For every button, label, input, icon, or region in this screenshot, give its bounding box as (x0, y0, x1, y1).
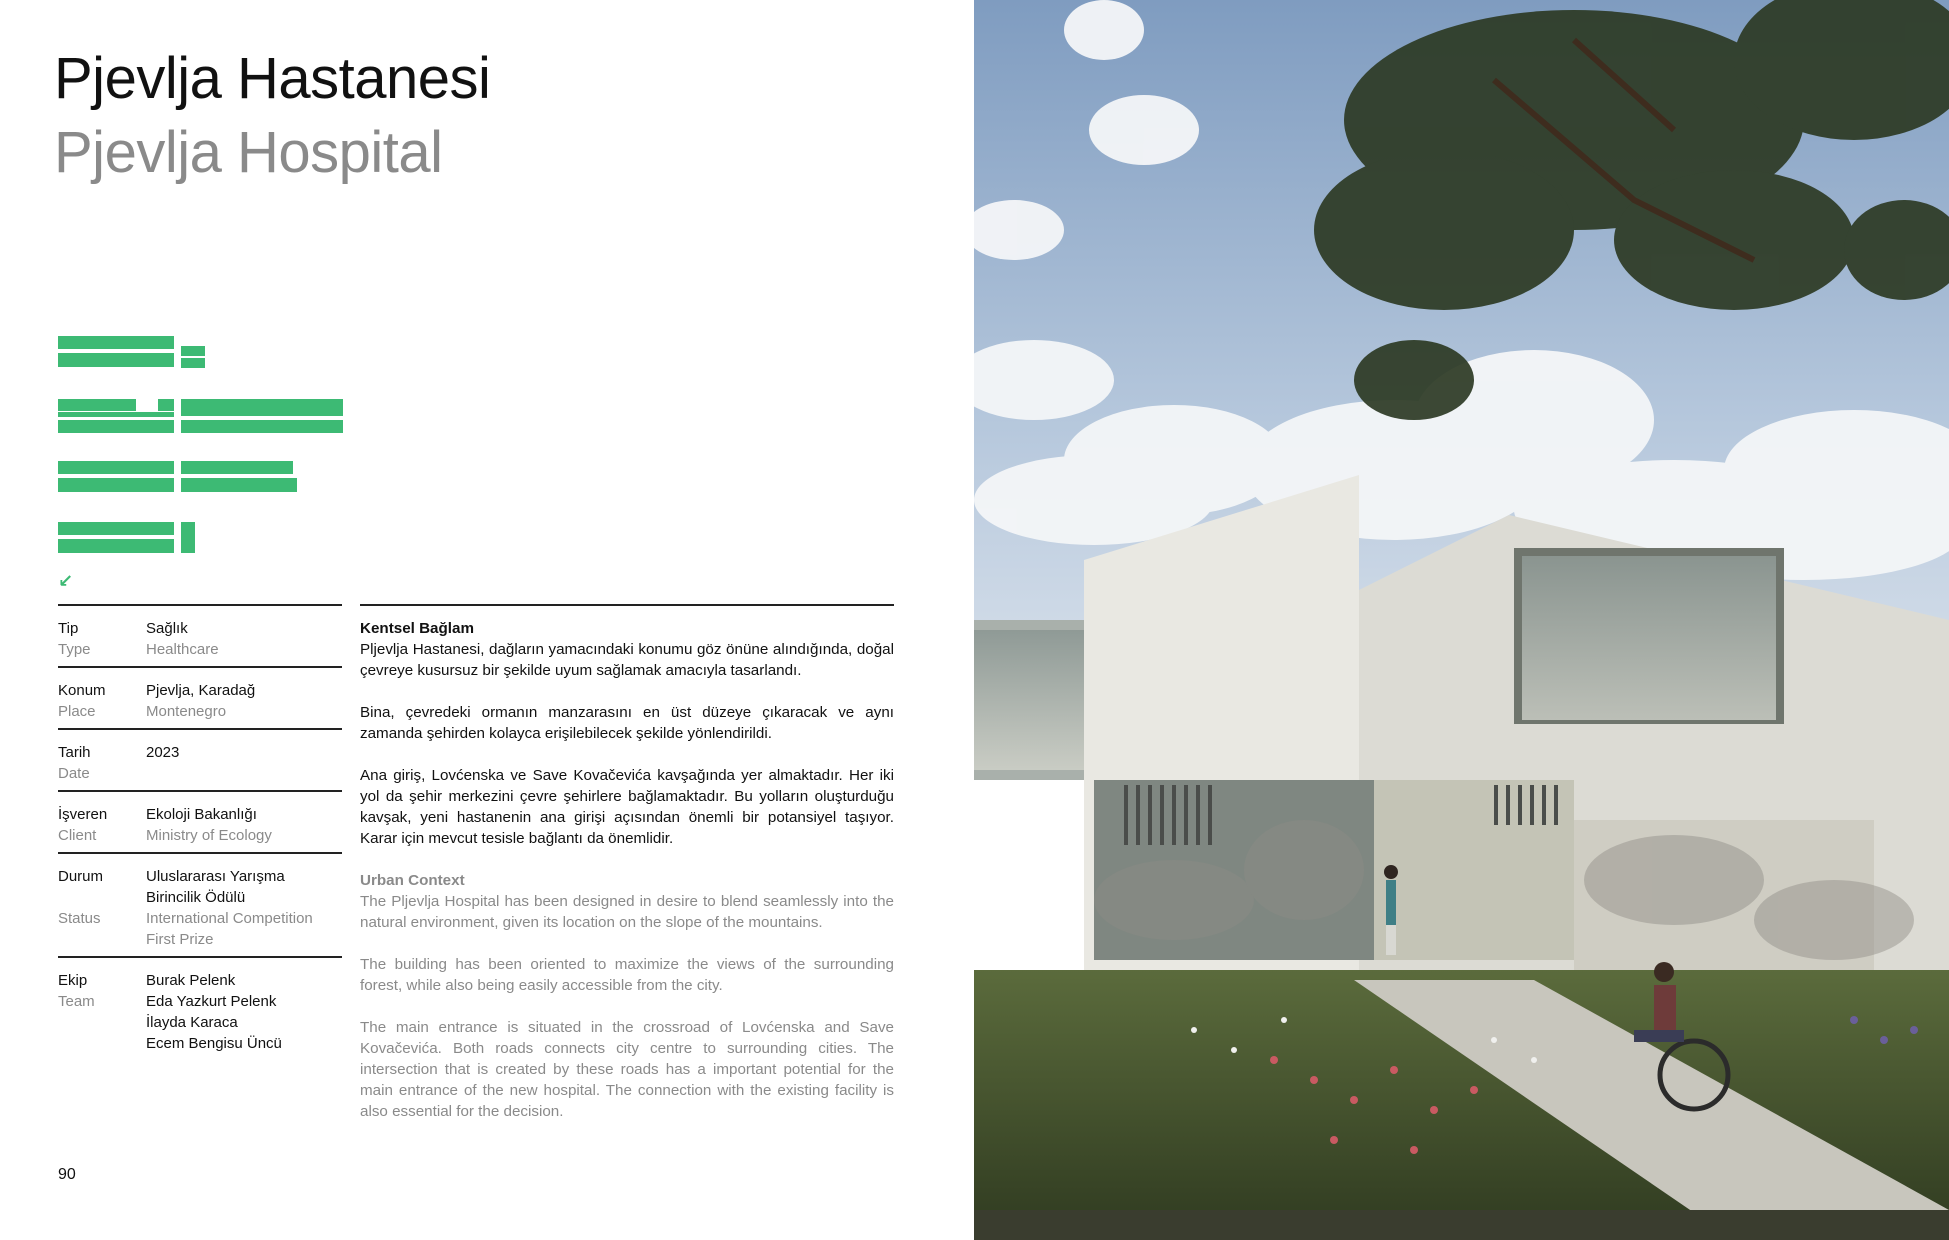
project-logo (58, 336, 348, 596)
paragraph-en: The main entrance is situated in the crossroad of Lovćenska and Save Kovačevića. Both roads connects city centre to surrounding cities. The intersection that is created by these roads has a important potential for the main entrance of the new hospital. The connection with the existing facility is also essential for the decision. (360, 1019, 894, 1120)
page-subtitle: Pjevlja Hospital (54, 120, 443, 185)
info-row-status: Durum Status Uluslararası Yarışma Birincilik Ödülü International Competition First Prize (58, 852, 342, 956)
team-member: Eda Yazkurt Pelenk (146, 993, 277, 1010)
info-row-type: Tip Type Sağlık Healthcare (58, 604, 342, 666)
team-member: İlayda Karaca (146, 1014, 238, 1031)
paragraph-tr: Bina, çevredeki ormanın manzarasını en üst düzeye çıkaracak ve aynı zamanda şehirden kolayca erişilebilecek şekilde yönlendirildi. (360, 704, 894, 742)
paragraph-en: The Pljevlja Hospital has been designed in desire to blend seamlessly into the natural environment, given its location on the slope of the mountains. (360, 893, 894, 931)
section-heading-en: Urban Context (360, 872, 465, 889)
info-row-client: İşveren Client Ekoloji Bakanlığı Ministry of Ecology (58, 790, 342, 852)
paragraph-tr: Ana giriş, Lovćenska ve Save Kovačevića kavşağında yer almaktadır. Her iki yol da şehir merkezini çevre şehirlere bağlamaktadır. Bu yolların oluşturduğu kavşak, yeni hastanenin ana girişi açısından önemli bir potansiyel taşıyor. Karar için mevcut tesisle bağlantı da önemlidir. (360, 767, 894, 847)
info-row-date: Tarih Date 2023 (58, 728, 342, 790)
arrow-down-left-icon: ↙ (58, 571, 74, 591)
section-heading-tr: Kentsel Bağlam (360, 620, 474, 637)
project-info-table (58, 604, 342, 1060)
info-row-place: Konum Place Pjevlja, Karadağ Montenegro (58, 666, 342, 728)
paragraph-en: The building has been oriented to maximize the views of the surrounding forest, while also being easily accessible from the city. (360, 956, 894, 994)
hospital-rendering-image (974, 0, 1949, 1240)
body-text (360, 604, 894, 1122)
paragraph-tr: Pljevlja Hastanesi, dağların yamacındaki konumu göz önüne alındığında, doğal çevreye kusursuz bir şekilde uyum sağlamak amacıyla tasarlandı. (360, 641, 894, 679)
info-row-team: Ekip Team Burak Pelenk Eda Yazkurt Pelenk İlayda Karaca Ecem Bengisu Üncü (58, 956, 342, 1060)
page-title: Pjevlja Hastanesi (54, 46, 491, 111)
team-member: Ecem Bengisu Üncü (146, 1035, 282, 1052)
page-number: 90 (58, 1166, 76, 1183)
left-page (0, 0, 974, 1240)
team-member: Burak Pelenk (146, 972, 236, 989)
